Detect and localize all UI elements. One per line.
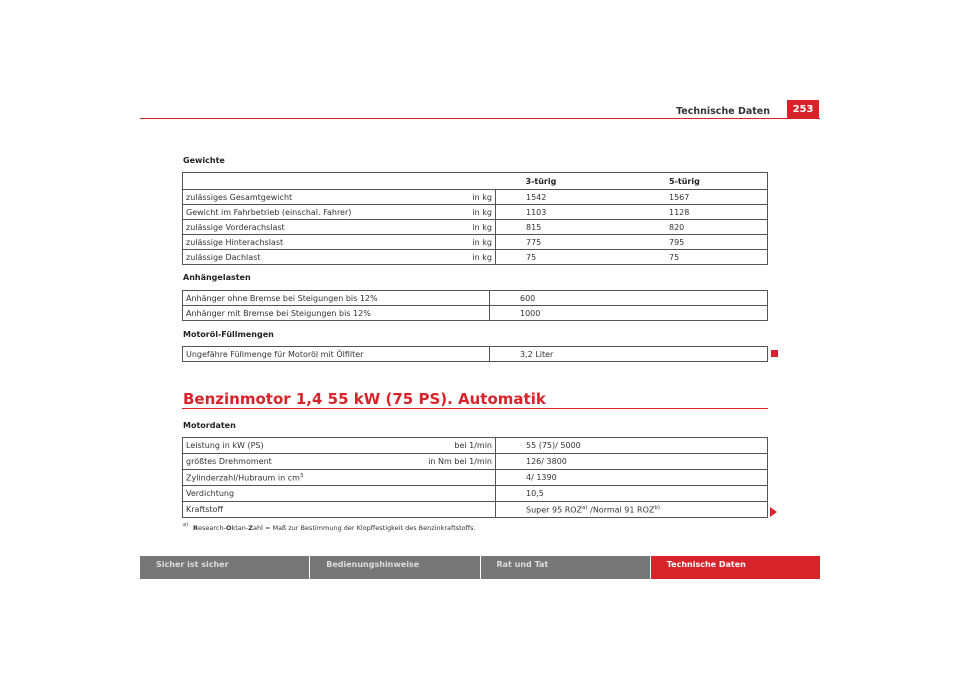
footnote-text: Research-Oktan-Zahl = Maß zur Bestimmung der Klopffestigkeit des Benzinkraftstoffs.: [193, 524, 476, 532]
page-number: 253: [787, 100, 819, 118]
footnote-ref-b: b): [654, 504, 661, 511]
table-row: Kraftstoff Super 95 ROZ$^{a)}$ /Normal 91 ROZ$^{b)}$: [183, 502, 768, 518]
header-rule: [140, 118, 820, 119]
footer-tab-rat-und-tat[interactable]: Rat und Tat: [481, 556, 650, 579]
table-row: zulässiges Gesamtgewicht in kg 1542 1567: [183, 190, 768, 205]
section-end-marker: [771, 350, 778, 357]
section-title-motordaten: Motordaten: [183, 421, 236, 430]
footer-nav: [140, 556, 820, 579]
section-title-motoroel: Motoröl-Füllmengen: [183, 330, 274, 339]
table-row: Gewicht im Fahrbetrieb (einschal. Fahrer) in kg 1103 1128: [183, 205, 768, 220]
footer-tab-sicher[interactable]: Sicher ist sicher: [140, 556, 309, 579]
footer-tab-technische-daten[interactable]: Technische Daten: [651, 556, 820, 579]
trailer-loads-table: [182, 290, 768, 321]
table-row: Anhänger mit Bremse bei Steigungen bis 12% 1000: [183, 306, 768, 321]
table-row: zulässige Vorderachslast in kg 815 820: [183, 220, 768, 235]
table-row: Ungefähre Füllmenge für Motoröl mit Ölfilter 3,2 Liter: [183, 347, 768, 362]
table-row: Verdichtung 10,5: [183, 486, 768, 502]
section-title-gewichte: Gewichte: [183, 156, 225, 165]
weights-table: [182, 172, 768, 265]
table-row: Leistung in kW (PS) bei 1/min 55 (75)/ 5000: [183, 438, 768, 454]
engine-data-table: [182, 437, 768, 518]
table-row: zulässige Dachlast in kg 75 75: [183, 250, 768, 265]
continue-arrow-icon: [770, 507, 777, 517]
table-row: Anhänger ohne Bremse bei Steigungen bis 12% 600: [183, 291, 768, 306]
col-header-3tuerig: 3-türig: [496, 173, 640, 190]
table-row: Zylinderzahl/Hubraum in $cm^3$ 4/ 1390: [183, 470, 768, 486]
footnote-mark: a): [183, 522, 189, 528]
page-header-title: Technische Daten: [676, 106, 770, 117]
engine-heading: Benzinmotor 1,4 55 kW (75 PS). Automatik: [183, 390, 546, 408]
footer-tab-bedienung[interactable]: Bedienungshinweise: [310, 556, 479, 579]
table-row: zulässige Hinterachslast in kg 775 795: [183, 235, 768, 250]
engine-oil-table: [182, 346, 768, 362]
section-title-anhaengelasten: Anhängelasten: [183, 273, 251, 282]
col-header-5tuerig: 5-türig: [639, 173, 768, 190]
footnote-ref-a: a): [582, 504, 588, 511]
table-row: größtes Drehmoment in Nm bei 1/min 126/ 3800: [183, 454, 768, 470]
heading-rule: [182, 408, 768, 409]
